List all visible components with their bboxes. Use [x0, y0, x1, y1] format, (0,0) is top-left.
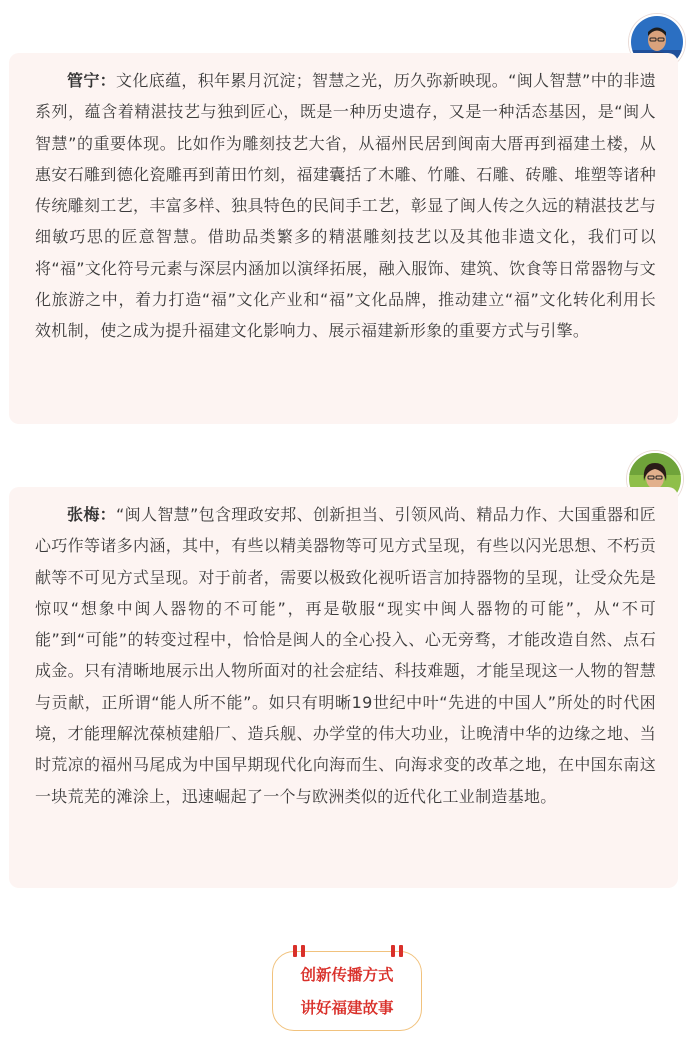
quote-text: 文化底蕴，积年累月沉淀；智慧之光，历久弥新映现。“闽人智慧”中的非遗系列，蕴含着精湛技艺与独到匠心，既是一种历史遗存，又是一种活态基因，是“闽人智慧”的重要体现。比如作为雕刻技艺大省，从福州民居到闽南大厝再到福建土楼，从惠安石雕到德化瓷雕再到莆田竹刻，福建囊括了木雕、竹雕、石雕、砖雕、堆塑等诸种传统雕刻工艺，丰富多样、独具特色的民间手工艺，彰显了闽人传之久远的精湛技艺与细敏巧思的匠意智慧。借助品类繁多的精湛雕刻技艺以及其他非遗文化，我们可以将“福”文化符号元素与深层内涵加以演绎拓展，融入服饰、建筑、饮食等日常器物与文化旅游之中，着力打造“福”文化产业和“福”文化品牌，推动建立“福”文化转化利用长效机制，使之成为提升福建文化影响力、展示福建新形象的重要方式与引擎。	[35, 71, 656, 341]
quote-card-guan-ning	[9, 53, 678, 424]
badge-tab	[399, 945, 403, 957]
badge-tab	[391, 945, 395, 957]
quote-paragraph	[35, 65, 656, 347]
badge-title-line2: 讲好福建故事	[300, 999, 394, 1017]
section-badge	[272, 951, 422, 1031]
quote-text: “闽人智慧”包含理政安邦、创新担当、引领风尚、精品力作、大国重器和匠心巧作等诸多内涵，其中，有些以精美器物等可见方式呈现，有些以闪光思想、不朽贡献等不可见方式呈现。对于前者，需要以极致化视听语言加持器物的呈现，让受众先是惊叹“想象中闽人器物的不可能”，再是敬服“现实中闽人器物的可能”，从“不可能”到“可能”的转变过程中，恰恰是闽人的全心投入、心无旁骛，才能改造自然、点石成金。只有清晰地展示出人物所面对的社会症结、科技难题，才能呈现这一人物的智慧与贡献，正所谓“能人所不能”。如只有明晰19世纪中叶“先进的中国人”所处的时代困境，才能理解沈葆桢建船厂、造兵舰、办学堂的伟大功业，让晚清中华的边缘之地、当时荒凉的福州马尾成为中国早期现代化向海而生、向海求变的改革之地，在中国东南这一块荒芜的滩涂上，迅速崛起了一个与欧洲类似的近代化工业制造基地。	[35, 505, 656, 806]
badge-title-line1: 创新传播方式	[300, 966, 394, 984]
quote-card-zhang-mei	[9, 487, 678, 888]
quote-paragraph	[35, 499, 656, 812]
badge-tab	[301, 945, 305, 957]
badge-tab	[293, 945, 297, 957]
speaker-name: 管宁：	[67, 71, 117, 90]
speaker-name: 张梅：	[67, 505, 117, 524]
